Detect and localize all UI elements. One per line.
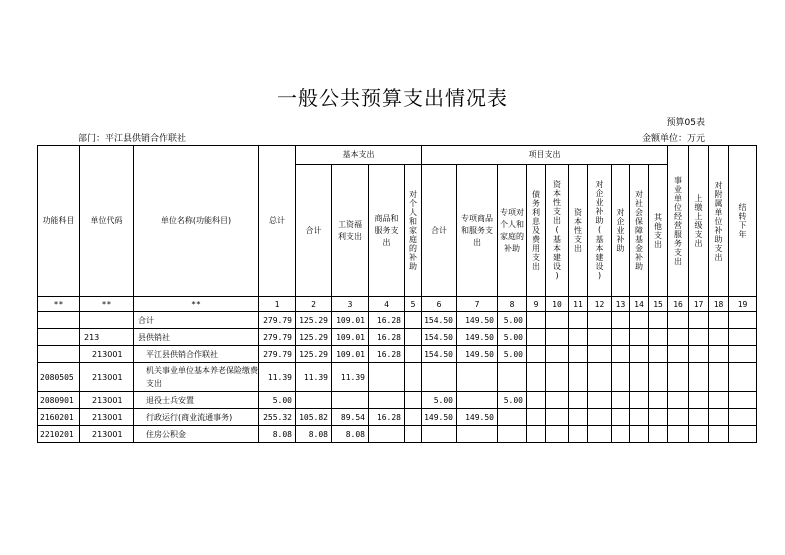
col-num: 4: [369, 297, 405, 312]
header-total: 总计: [259, 146, 296, 297]
cell-value: [649, 312, 668, 329]
header-basic-total: 合计: [296, 165, 332, 297]
cell-value: [405, 346, 422, 363]
cell-value: [729, 392, 757, 409]
cell-unit-name: 退役士兵安置: [134, 392, 259, 409]
cell-value: [527, 426, 546, 443]
header-project-debt: 债务利息及费用支出: [531, 190, 541, 271]
cell-value: 16.28: [369, 329, 405, 346]
cell-value: 109.01: [332, 329, 369, 346]
col-num: 3: [332, 297, 369, 312]
cell-value: [457, 426, 498, 443]
header-project-other: 其他支出: [653, 212, 663, 249]
cell-value: 105.82: [296, 409, 332, 426]
cell-value: 149.50: [457, 409, 498, 426]
cell-value: [527, 312, 546, 329]
cell-value: [630, 426, 649, 443]
header-project-social: 对社会保障基金补助: [634, 190, 644, 271]
cell-value: [588, 426, 612, 443]
col-num: 7: [457, 297, 498, 312]
header-project-capital-build: 资本性支出(基本建设): [552, 180, 562, 281]
cell-value: 149.50: [422, 409, 457, 426]
table-row: [38, 346, 757, 363]
table-row: [38, 329, 757, 346]
cell-value: 11.39: [332, 363, 369, 392]
cell-unit-name: 机关事业单位基本养老保险缴费支出: [134, 363, 259, 392]
cell-value: [689, 363, 709, 392]
cell-value: [729, 346, 757, 363]
cell-value: [457, 363, 498, 392]
cell-value: [649, 426, 668, 443]
cell-value: 279.79: [259, 329, 296, 346]
cell-value: [689, 346, 709, 363]
cell-value: [369, 392, 405, 409]
header-basic-goods: 商品和服务支出: [369, 165, 405, 297]
cell-unit-name: 合计: [134, 312, 259, 329]
cell-value: [569, 363, 588, 392]
cell-value: [405, 312, 422, 329]
cell-value: [612, 346, 630, 363]
cell-value: 11.39: [296, 363, 332, 392]
cell-value: [649, 329, 668, 346]
cell-value: [422, 363, 457, 392]
cell-value: [405, 329, 422, 346]
table-row: [38, 409, 757, 426]
expenditure-table: [37, 145, 757, 443]
cell-value: 149.50: [457, 312, 498, 329]
cell-value: 279.79: [259, 346, 296, 363]
col-num: 17: [689, 297, 709, 312]
cell-unit-code: 213001: [80, 363, 134, 392]
col-num: 13: [612, 297, 630, 312]
cell-func-code: [38, 312, 80, 329]
cell-value: 125.29: [296, 312, 332, 329]
cell-value: [729, 409, 757, 426]
table-row: [38, 363, 757, 392]
column-number-row: [38, 297, 757, 312]
cell-value: [668, 329, 689, 346]
cell-value: 8.08: [259, 426, 296, 443]
cell-value: [498, 426, 527, 443]
header-basic-salary: 工资福利支出: [332, 165, 369, 297]
cell-value: [709, 329, 729, 346]
cell-value: 109.01: [332, 346, 369, 363]
cell-value: [569, 409, 588, 426]
department-label: 部门：平江县供销合作联社: [78, 134, 187, 144]
cell-value: [296, 392, 332, 409]
header-project-capital: 资本性支出: [573, 208, 583, 253]
cell-value: [709, 392, 729, 409]
cell-value: [689, 329, 709, 346]
cell-value: [649, 409, 668, 426]
cell-value: 16.28: [369, 312, 405, 329]
cell-value: [630, 346, 649, 363]
cell-value: [630, 363, 649, 392]
header-project-goods: 专项商品和服务支出: [457, 165, 498, 297]
cell-value: [729, 329, 757, 346]
cell-unit-code: 213: [80, 329, 134, 346]
cell-func-code: [38, 329, 80, 346]
cell-func-code: 2080505: [38, 363, 80, 392]
cell-value: 255.32: [259, 409, 296, 426]
cell-unit-name: 行政运行(商业流通事务): [134, 409, 259, 426]
cell-func-code: [38, 346, 80, 363]
cell-value: 89.54: [332, 409, 369, 426]
cell-value: [630, 312, 649, 329]
cell-value: [405, 363, 422, 392]
cell-value: [668, 363, 689, 392]
cell-value: [546, 363, 569, 392]
cell-value: [588, 363, 612, 392]
cell-value: [668, 426, 689, 443]
cell-value: [498, 363, 527, 392]
cell-value: [612, 329, 630, 346]
col-num: 19: [729, 297, 757, 312]
cell-value: [527, 392, 546, 409]
header-project-total: 合计: [422, 165, 457, 297]
cell-value: [527, 329, 546, 346]
cell-value: [569, 426, 588, 443]
cell-value: [405, 392, 422, 409]
cell-value: [709, 409, 729, 426]
cell-value: [546, 346, 569, 363]
cell-value: [709, 346, 729, 363]
col-num: 11: [569, 297, 588, 312]
cell-value: [405, 426, 422, 443]
col-num: **: [80, 297, 134, 312]
cell-value: [546, 392, 569, 409]
cell-value: [612, 312, 630, 329]
cell-value: 8.08: [296, 426, 332, 443]
cell-value: [612, 409, 630, 426]
cell-value: [588, 329, 612, 346]
cell-value: [689, 409, 709, 426]
cell-value: [630, 329, 649, 346]
table-row: [38, 426, 757, 443]
cell-value: [405, 409, 422, 426]
header-func-code: 功能科目: [38, 146, 80, 297]
cell-value: [498, 409, 527, 426]
table-row: [38, 312, 757, 329]
cell-value: 5.00: [498, 392, 527, 409]
cell-value: 149.50: [457, 329, 498, 346]
page-title: 一般公共预算支出情况表: [277, 86, 508, 110]
col-num: 10: [546, 297, 569, 312]
col-num: 5: [405, 297, 422, 312]
cell-value: 109.01: [332, 312, 369, 329]
cell-unit-code: 213001: [80, 346, 134, 363]
cell-value: [588, 392, 612, 409]
cell-value: [457, 392, 498, 409]
cell-value: [569, 329, 588, 346]
cell-func-code: 2160201: [38, 409, 80, 426]
cell-value: [569, 392, 588, 409]
cell-value: [527, 363, 546, 392]
cell-value: 154.50: [422, 312, 457, 329]
cell-value: [668, 392, 689, 409]
cell-value: [630, 409, 649, 426]
header-project-personal: 专项对个人和家庭的补助: [498, 165, 527, 297]
col-num: 12: [588, 297, 612, 312]
cell-value: 5.00: [498, 346, 527, 363]
cell-value: [668, 346, 689, 363]
header-project-enterprise-build: 对企业补助(基本建设): [595, 180, 604, 281]
cell-value: [422, 426, 457, 443]
cell-value: 16.28: [369, 409, 405, 426]
cell-value: [588, 312, 612, 329]
cell-unit-code: [80, 312, 134, 329]
header-carry: 结转下年: [738, 203, 748, 239]
cell-value: 8.08: [332, 426, 369, 443]
cell-value: 11.39: [259, 363, 296, 392]
cell-unit-name: 平江县供销合作联社: [134, 346, 259, 363]
cell-unit-code: 213001: [80, 409, 134, 426]
cell-value: [649, 346, 668, 363]
cell-value: [689, 312, 709, 329]
cell-func-code: 2210201: [38, 426, 80, 443]
col-num: 1: [259, 297, 296, 312]
cell-unit-name: 住房公积金: [134, 426, 259, 443]
cell-value: [332, 392, 369, 409]
cell-value: [546, 312, 569, 329]
cell-value: [369, 363, 405, 392]
header-basic-personal: 对个人和家庭的补助: [408, 190, 418, 271]
cell-value: 16.28: [369, 346, 405, 363]
header-unit-code: 单位代码: [80, 146, 134, 297]
cell-value: 149.50: [457, 346, 498, 363]
col-num: 15: [649, 297, 668, 312]
header-basic-expenditure: 基本支出: [296, 146, 422, 165]
cell-value: 154.50: [422, 346, 457, 363]
cell-value: [668, 312, 689, 329]
cell-value: [729, 363, 757, 392]
cell-value: [630, 392, 649, 409]
cell-value: [546, 426, 569, 443]
cell-value: [729, 312, 757, 329]
cell-value: 5.00: [498, 312, 527, 329]
cell-value: [689, 426, 709, 443]
table-row: [38, 392, 757, 409]
col-num: 9: [527, 297, 546, 312]
cell-value: [668, 409, 689, 426]
cell-value: [612, 426, 630, 443]
cell-value: [527, 346, 546, 363]
col-num: 16: [668, 297, 689, 312]
cell-value: [546, 329, 569, 346]
cell-value: [588, 409, 612, 426]
cell-value: [649, 392, 668, 409]
header-inst-service: 事业单位经营服务支出: [673, 176, 683, 266]
cell-value: 5.00: [498, 329, 527, 346]
amount-unit-label: 金额单位：万元: [641, 134, 705, 144]
col-num: 2: [296, 297, 332, 312]
cell-value: [612, 363, 630, 392]
cell-value: 5.00: [422, 392, 457, 409]
cell-value: [729, 426, 757, 443]
cell-unit-name: 县供销社: [134, 329, 259, 346]
cell-value: [588, 346, 612, 363]
header-upper: 上缴上级支出: [694, 194, 704, 248]
cell-value: [546, 409, 569, 426]
cell-value: [709, 312, 729, 329]
col-num: 6: [422, 297, 457, 312]
cell-unit-code: 213001: [80, 392, 134, 409]
col-num: 14: [630, 297, 649, 312]
cell-value: 5.00: [259, 392, 296, 409]
col-num: **: [134, 297, 259, 312]
cell-unit-code: 213001: [80, 426, 134, 443]
cell-value: [569, 312, 588, 329]
cell-value: 279.79: [259, 312, 296, 329]
cell-value: [569, 346, 588, 363]
col-num: **: [38, 297, 80, 312]
header-project-expenditure: 项目支出: [422, 146, 668, 165]
form-number: 预算05表: [666, 118, 705, 128]
cell-value: [527, 409, 546, 426]
cell-value: [612, 392, 630, 409]
cell-value: 125.29: [296, 346, 332, 363]
cell-func-code: 2080901: [38, 392, 80, 409]
cell-value: [649, 363, 668, 392]
cell-value: [689, 392, 709, 409]
header-project-enterprise: 对企业补助: [616, 208, 625, 253]
col-num: 8: [498, 297, 527, 312]
cell-value: 154.50: [422, 329, 457, 346]
cell-value: [709, 363, 729, 392]
header-unit-name: 单位名称(功能科目): [134, 146, 259, 297]
cell-value: [709, 426, 729, 443]
col-num: 18: [709, 297, 729, 312]
header-affiliate: 对附属单位补助支出: [714, 180, 724, 262]
cell-value: [369, 426, 405, 443]
cell-value: 125.29: [296, 329, 332, 346]
